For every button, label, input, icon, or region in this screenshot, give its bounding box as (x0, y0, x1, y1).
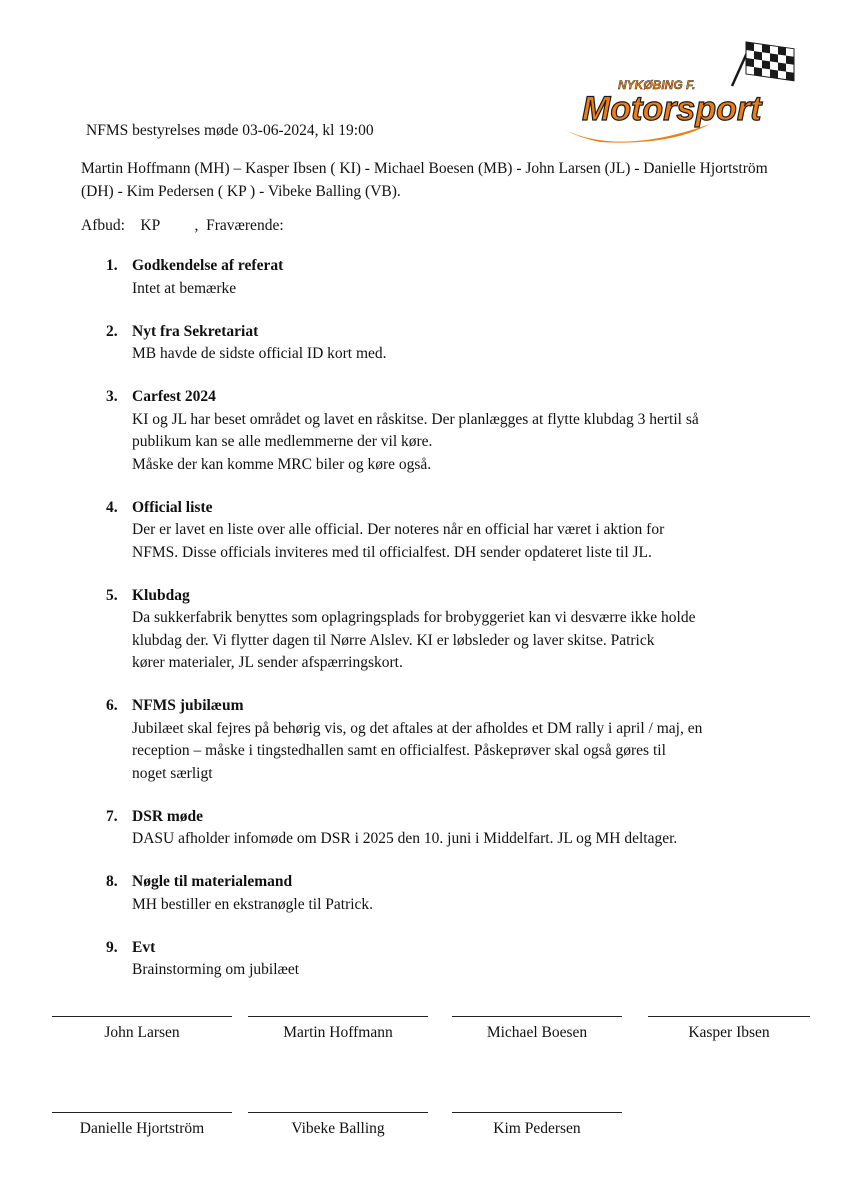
agenda-item (106, 255, 786, 300)
signature-line (248, 1016, 428, 1017)
signature-block (452, 1016, 622, 1042)
agenda-item (106, 386, 786, 476)
agenda-item-heading: Carfest 2024 (132, 388, 216, 405)
agenda-item-heading: Official liste (132, 498, 213, 516)
agenda-item (106, 806, 786, 851)
agenda-item-heading: Nyt fra Sekretariat (132, 322, 259, 340)
agenda-item-number: 8. (106, 873, 118, 890)
logo-small-text: NYKØBING F. (618, 78, 696, 92)
agenda-item-text: NFMS. Disse officials inviteres med til officialfest. DH sender opdateret liste til JL. (132, 543, 652, 561)
agenda-item (106, 321, 786, 366)
agenda-item-number: 4. (106, 498, 118, 516)
agenda-item-heading: DSR møde (132, 807, 204, 825)
motorsport-logo (560, 38, 800, 148)
agenda-item-heading: Klubdag (132, 586, 190, 604)
logo-graphic (560, 38, 800, 148)
signature-block (248, 1016, 428, 1042)
meeting-title: NFMS bestyrelses møde 03-06-2024, kl 19:00 (86, 122, 374, 139)
signature-name: John Larsen (104, 1024, 180, 1041)
agenda-item (106, 695, 786, 785)
signature-line (52, 1112, 232, 1113)
agenda-list (106, 255, 786, 982)
agenda-item-number: 3. (106, 388, 118, 405)
agenda-item-text: MH bestiller en ekstranøgle til Patrick. (132, 895, 374, 913)
signature-block (52, 1112, 232, 1138)
signature-line (452, 1112, 622, 1113)
signature-block (52, 1016, 232, 1042)
agenda-item-text: Intet at bemærke (132, 279, 237, 297)
agenda-item (106, 871, 786, 916)
agenda-item-text: Der er lavet en liste over alle official. Der noteres når en official har været i aktion for (132, 521, 665, 538)
agenda-item-heading: Nøgle til materialemand (132, 873, 293, 890)
signature-block (452, 1112, 622, 1138)
agenda-item-text: reception – måske i tingstedhallen samt en officialfest. Påskeprøver skal også gøres til (132, 742, 666, 759)
agenda-item-number: 9. (106, 938, 118, 956)
agenda-item-number: 1. (106, 257, 118, 274)
signature-name: Vibeke Balling (291, 1120, 385, 1137)
agenda-item-heading: Godkendelse af referat (132, 257, 284, 274)
signature-block (248, 1112, 428, 1138)
agenda-item (106, 497, 786, 565)
agenda-item-heading: Evt (132, 938, 156, 956)
signature-name: Kim Pedersen (493, 1120, 581, 1137)
absent-line: Afbud: KP , Fraværende: (81, 217, 284, 234)
agenda-item-text: Da sukkerfabrik benyttes som oplagringsplads for brobyggeriet kan vi desværre ikke holde (132, 609, 696, 626)
agenda-item-number: 2. (106, 322, 118, 340)
signature-block (648, 1016, 810, 1042)
signature-line (248, 1112, 428, 1113)
signature-line (452, 1016, 622, 1017)
agenda-item-text: kører materialer, JL sender afspærringskort. (132, 654, 403, 671)
agenda-item-text: publikum kan se alle medlemmerne der vil køre. (132, 433, 433, 450)
logo-brand-text: Motorsport (582, 90, 762, 128)
agenda-item-text: KI og JL har beset området og lavet en råskitse. Der planlægges at flytte klubdag 3 hertil så (132, 410, 699, 428)
signature-name: Kasper Ibsen (688, 1024, 770, 1041)
attendees-list: Martin Hoffmann (MH) – Kasper Ibsen ( KI) - Michael Boesen (MB) - John Larsen (JL) - Danielle Hjortström (DH) - Kim Pedersen ( KP ) - Vibeke Balling (VB). (81, 160, 768, 200)
agenda-item-text: Jubilæet skal fejres på behørig vis, og det aftales at der afholdes et DM rally i april / maj, en (132, 719, 703, 737)
agenda-item-number: 6. (106, 697, 118, 714)
checkered-flag-icon (732, 42, 794, 86)
agenda-item-number: 5. (106, 586, 118, 604)
agenda-item (106, 937, 786, 982)
signature-line (648, 1016, 810, 1017)
signature-name: Michael Boesen (486, 1024, 588, 1041)
agenda-item-heading: NFMS jubilæum (132, 697, 244, 714)
agenda-item (106, 585, 786, 675)
agenda-item-text: noget særligt (132, 764, 213, 782)
agenda-item-text: Måske der kan komme MRC biler og køre også. (132, 455, 432, 473)
agenda-item-text: DASU afholder infomøde om DSR i 2025 den 10. juni i Middelfart. JL og MH deltager. (132, 830, 678, 847)
agenda-item-text: klubdag der. Vi flytter dagen til Nørre Alslev. KI er løbsleder og laver skitse. Patrick (132, 631, 655, 649)
agenda-item-number: 7. (106, 807, 118, 825)
agenda-item-text: MB havde de sidste official ID kort med. (132, 345, 387, 362)
signature-name: Martin Hoffmann (283, 1024, 393, 1041)
agenda-item-text: Brainstorming om jubilæet (132, 961, 300, 978)
signature-name: Danielle Hjortström (79, 1120, 205, 1137)
signature-line (52, 1016, 232, 1017)
